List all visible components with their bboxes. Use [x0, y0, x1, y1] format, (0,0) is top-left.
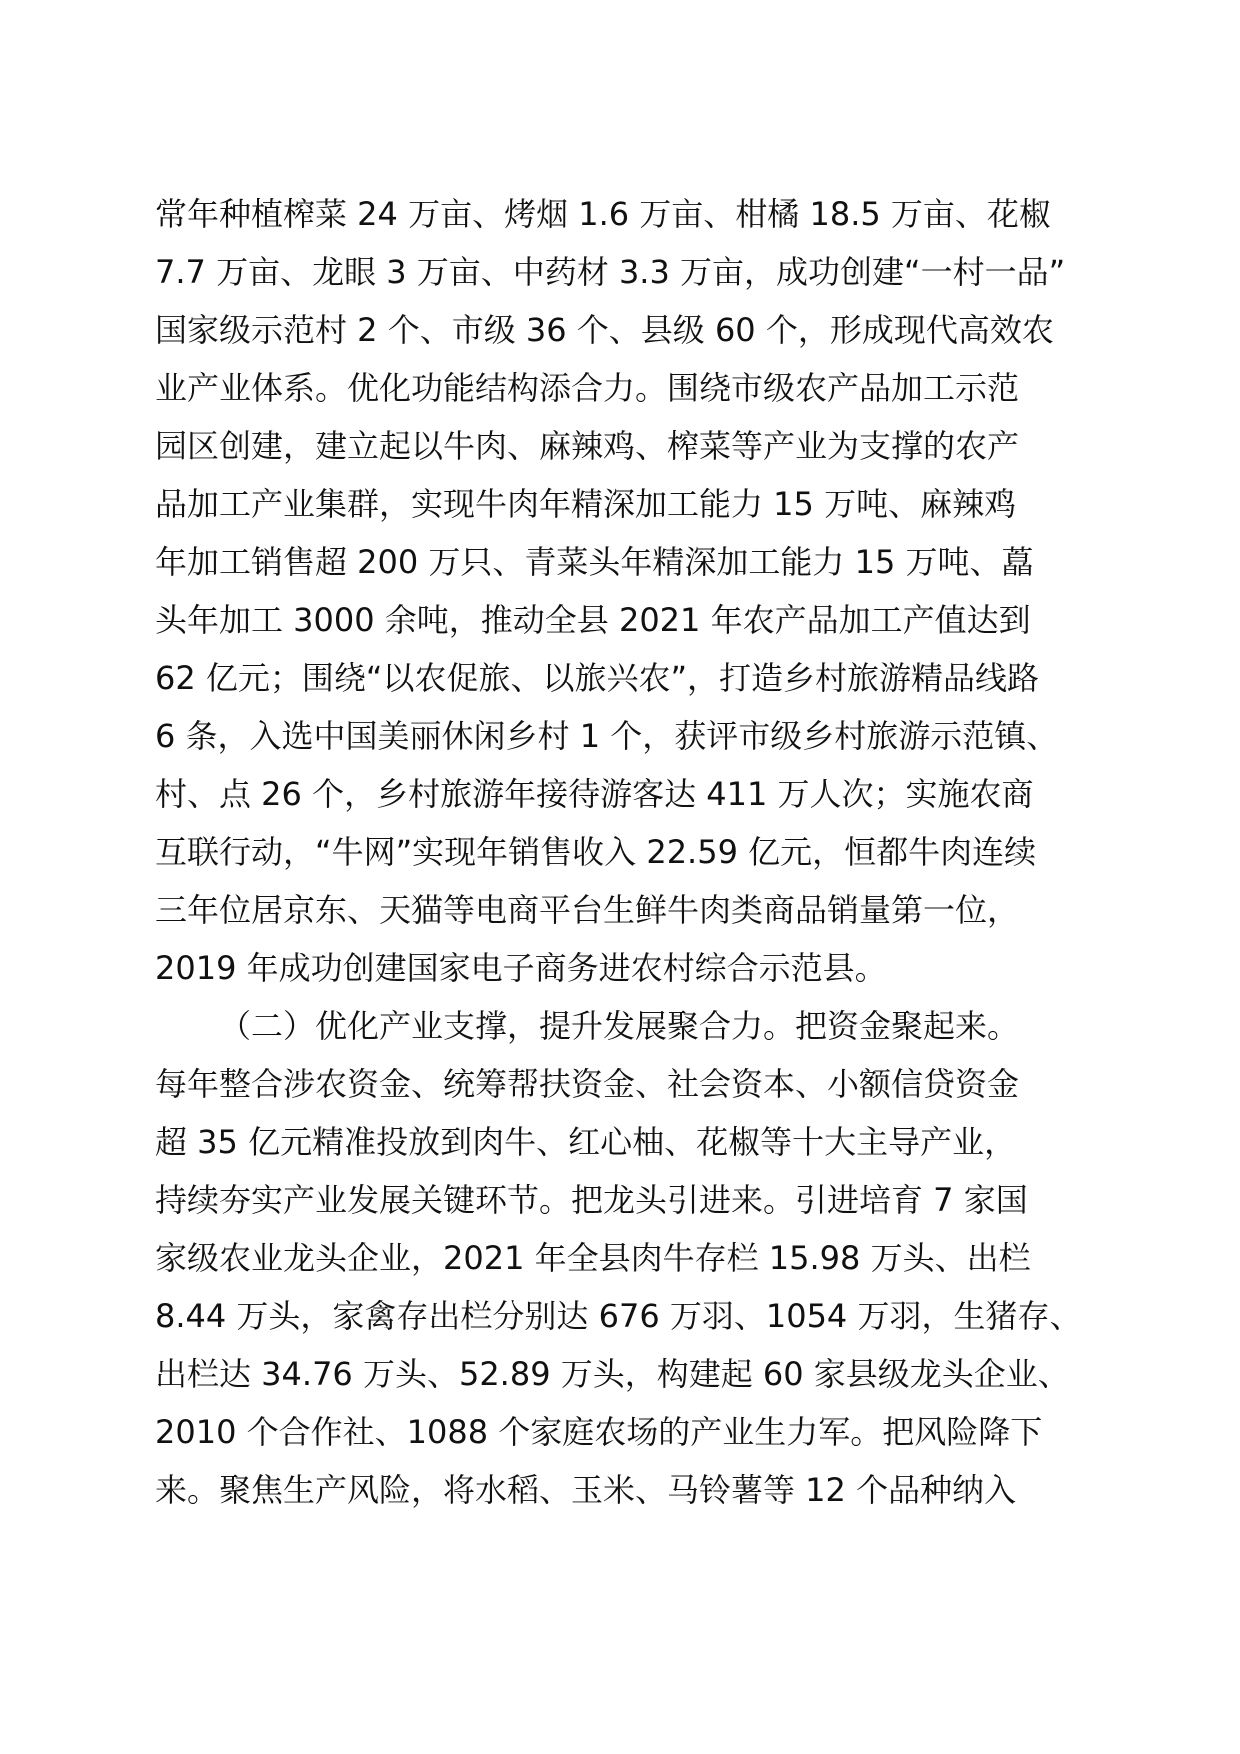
text-line: 62 亿元；围绕“以农促旅、以旅兴农”，打造乡村旅游精品线路 — [155, 659, 1040, 697]
text-line: 头年加工 3000 余吨，推动全县 2021 年农产品加工产值达到 — [155, 601, 1031, 639]
body-text — [155, 185, 1115, 1519]
text-line: 持续夯实产业发展关键环节。把龙头引进来。引进培育 7 家国 — [155, 1181, 1028, 1219]
text-line: 出栏达 34.76 万头、52.89 万头，构建起 60 家县级龙头企业、 — [155, 1355, 1070, 1393]
text-line: 三年位居京东、天猫等电商平台生鲜牛肉类商品销量第一位， — [155, 891, 1020, 929]
text-line: 2010 个合作社、1088 个家庭农场的产业生力军。把风险降下 — [155, 1413, 1043, 1451]
text-line: 互联行动，“牛网”实现年销售收入 22.59 亿元，恒都牛肉连续 — [155, 833, 1037, 871]
text-line: 超 35 亿元精准投放到肉牛、红心柚、花椒等十大主导产业， — [155, 1123, 1017, 1161]
text-line: 每年整合涉农资金、统筹帮扶资金、社会资本、小额信贷资金 — [155, 1065, 1020, 1103]
text-line: 年加工销售超 200 万只、青菜头年精深加工能力 15 万吨、藠 — [155, 543, 1034, 581]
text-line: 园区创建，建立起以牛肉、麻辣鸡、榨菜等产业为支撑的农产 — [155, 427, 1020, 465]
text-line: 8.44 万头，家禽存出栏分别达 676 万羽、1054 万羽，生猪存、 — [155, 1297, 1082, 1335]
text-line: 来。聚焦生产风险，将水稻、玉米、马铃薯等 12 个品种纳入 — [155, 1471, 1017, 1509]
text-line: 2019 年成功创建国家电子商务进农村综合示范县。 — [155, 949, 887, 987]
text-line: 国家级示范村 2 个、市级 36 个、县级 60 个，形成现代高效农 — [155, 311, 1054, 349]
text-line: 村、点 26 个，乡村旅游年接待游客达 411 万人次；实施农商 — [155, 775, 1034, 813]
section-heading-line: （二）优化产业支撑，提升发展聚合力。把资金聚起来。 — [219, 1007, 1020, 1045]
text-line: 业产业体系。优化功能结构添合力。围绕市级农产品加工示范 — [155, 369, 1020, 407]
text-line: 7.7 万亩、龙眼 3 万亩、中药材 3.3 万亩，成功创建“一村一品” — [155, 253, 1066, 291]
text-line: 品加工产业集群，实现牛肉年精深加工能力 15 万吨、麻辣鸡 — [155, 485, 1017, 523]
text-line: 家级农业龙头企业，2021 年全县肉牛存栏 15.98 万头、出栏 — [155, 1239, 1031, 1277]
text-line: 6 条，入选中国美丽休闲乡村 1 个，获评市级乡村旅游示范镇、 — [155, 717, 1059, 755]
text-line: 常年种植榨菜 24 万亩、烤烟 1.6 万亩、柑橘 18.5 万亩、花椒 — [155, 195, 1051, 233]
